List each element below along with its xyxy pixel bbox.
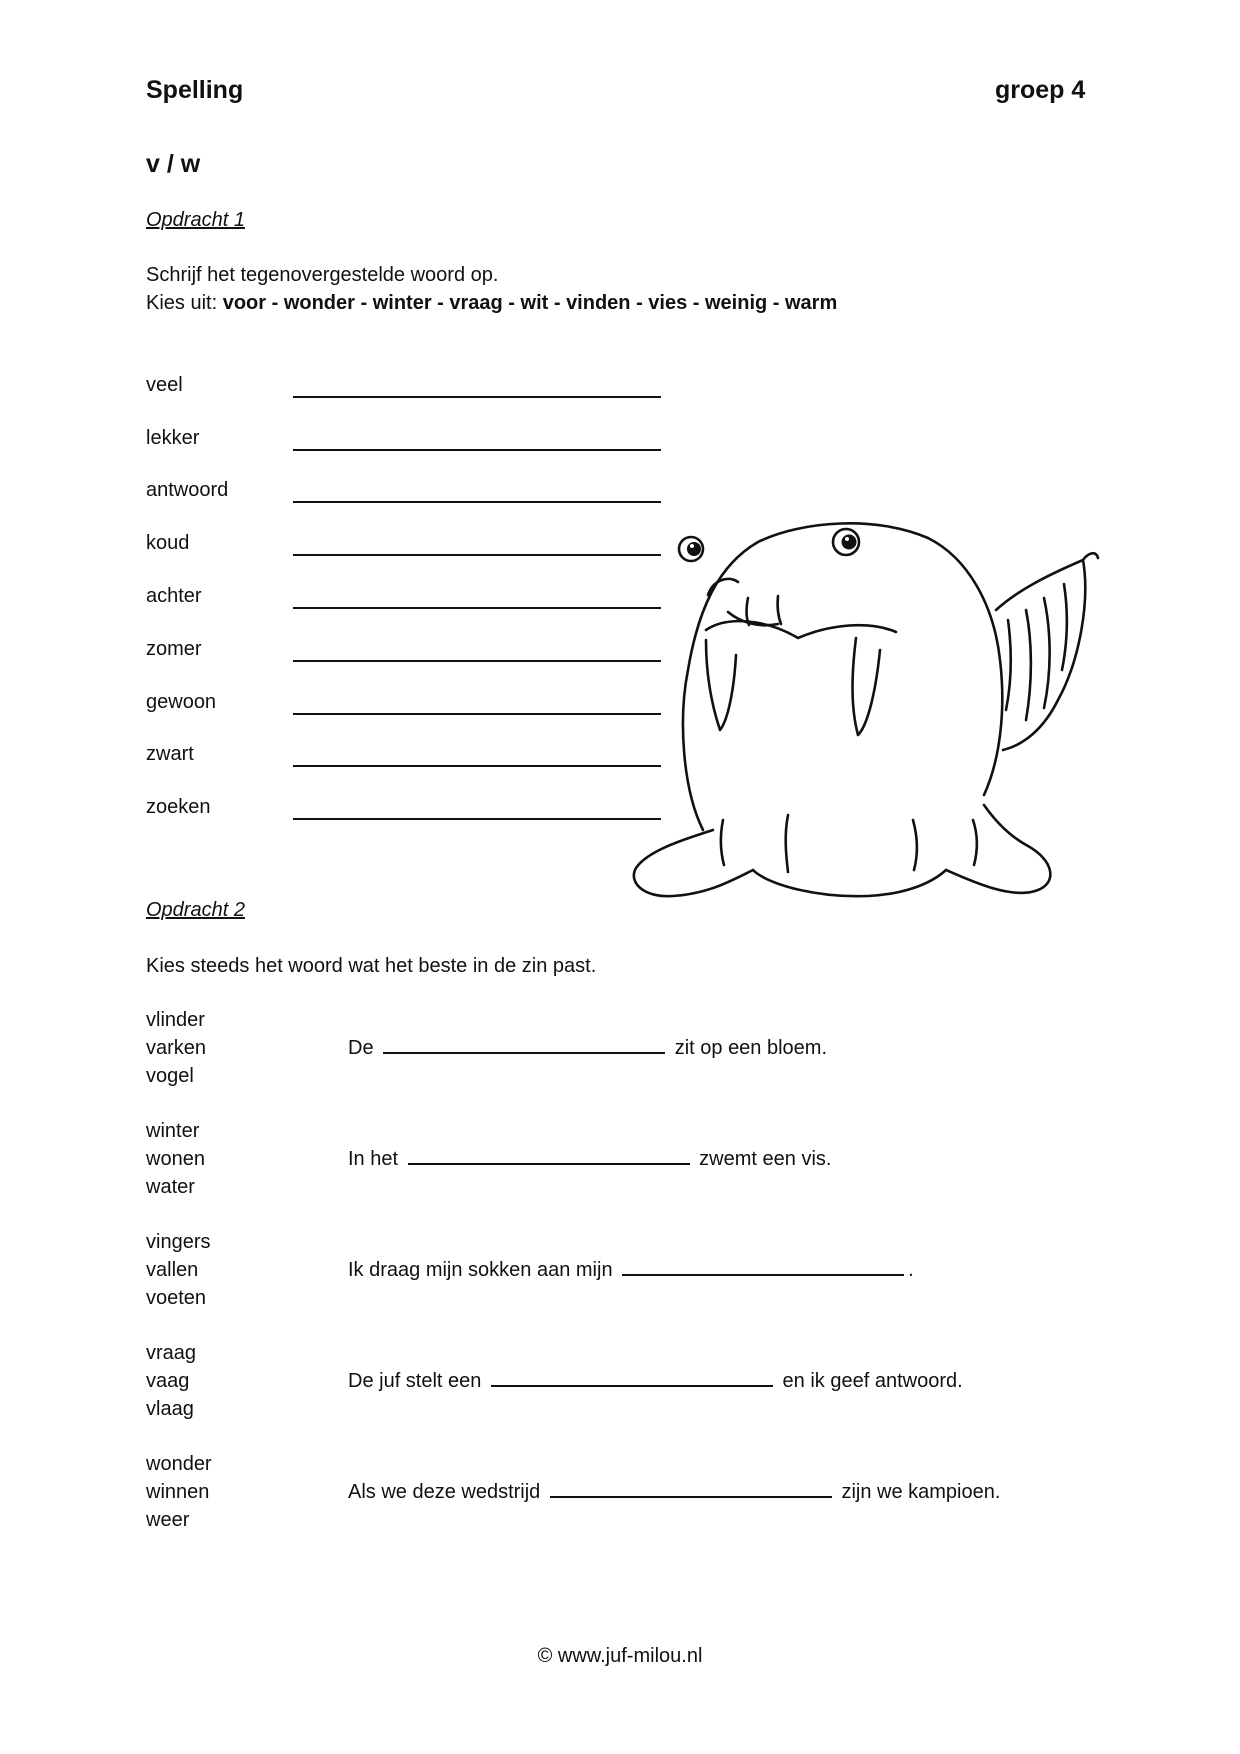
word-option: vingers xyxy=(146,1231,211,1253)
word-options xyxy=(146,1006,206,1090)
answer-line[interactable] xyxy=(293,660,661,662)
word-option: varken xyxy=(146,1037,207,1059)
word-options xyxy=(146,1117,205,1201)
answer-row xyxy=(146,532,706,564)
choices-list: voor - wonder - winter - vraag - wit - vinden - vies - weinig - warm xyxy=(222,292,838,314)
word-option: voeten xyxy=(146,1287,207,1309)
answer-blank[interactable] xyxy=(383,1036,665,1054)
answer-row xyxy=(146,743,706,775)
word-label: veel xyxy=(146,374,183,396)
page-title: v / w xyxy=(146,150,201,178)
word-label: koud xyxy=(146,532,190,554)
word-option: vaag xyxy=(146,1370,190,1392)
answer-line[interactable] xyxy=(293,396,661,398)
word-option: wonder xyxy=(146,1453,212,1475)
word-label: zwart xyxy=(146,743,194,765)
answer-line[interactable] xyxy=(293,713,661,715)
word-label: lekker xyxy=(146,427,200,449)
answer-row xyxy=(146,427,706,459)
opdracht2-label: Opdracht 2 xyxy=(146,899,245,921)
sentence-before: Ik draag mijn sokken aan mijn xyxy=(348,1259,613,1281)
word-option: wonen xyxy=(146,1148,205,1170)
word-option: vallen xyxy=(146,1259,199,1281)
answer-line[interactable] xyxy=(293,607,661,609)
sentence-after: zwemt een vis. xyxy=(699,1148,832,1170)
answer-row xyxy=(146,638,706,670)
sentence-after: zijn we kampioen. xyxy=(841,1481,1001,1503)
sentence-before: De juf stelt een xyxy=(348,1370,482,1392)
word-label: zoeken xyxy=(146,796,211,818)
choices-prefix: Kies uit: xyxy=(146,292,223,314)
opdracht1-label: Opdracht 1 xyxy=(146,209,245,231)
answer-row xyxy=(146,691,706,723)
subject-title: Spelling xyxy=(146,76,244,104)
sentence-before: In het xyxy=(348,1148,399,1170)
word-options xyxy=(146,1228,210,1312)
answer-line[interactable] xyxy=(293,818,661,820)
word-option: vraag xyxy=(146,1342,197,1364)
opdracht1-choices xyxy=(146,289,837,317)
word-label: gewoon xyxy=(146,691,217,713)
word-option: vogel xyxy=(146,1065,194,1087)
walrus-illustration xyxy=(628,520,1128,920)
answer-row xyxy=(146,796,706,828)
answer-blank[interactable] xyxy=(622,1258,904,1276)
sentence-after: en ik geef antwoord. xyxy=(782,1370,963,1392)
word-options xyxy=(146,1339,196,1423)
sentence-after: . xyxy=(908,1259,914,1281)
answer-line[interactable] xyxy=(293,501,661,503)
word-option: vlaag xyxy=(146,1398,194,1420)
answer-row xyxy=(146,374,706,406)
answer-line[interactable] xyxy=(293,449,661,451)
sentence xyxy=(348,1034,827,1062)
answer-line[interactable] xyxy=(293,554,661,556)
answer-blank[interactable] xyxy=(408,1147,690,1165)
opdracht2-instruction: Kies steeds het woord wat het beste in de zin past. xyxy=(146,955,597,977)
word-label: antwoord xyxy=(146,479,229,501)
word-options xyxy=(146,1450,212,1534)
answer-blank[interactable] xyxy=(550,1480,832,1498)
word-label: zomer xyxy=(146,638,202,660)
grade-label: groep 4 xyxy=(995,76,1086,104)
sentence-before: De xyxy=(348,1037,374,1059)
answer-blank[interactable] xyxy=(491,1369,773,1387)
word-option: weer xyxy=(146,1509,190,1531)
word-option: water xyxy=(146,1176,195,1198)
answer-row xyxy=(146,479,706,511)
word-option: winter xyxy=(146,1120,200,1142)
word-option: vlinder xyxy=(146,1009,205,1031)
sentence xyxy=(348,1256,914,1284)
sentence xyxy=(348,1145,831,1173)
answer-row xyxy=(146,585,706,617)
footer-copyright: © www.juf-milou.nl xyxy=(537,1645,703,1667)
sentence xyxy=(348,1367,963,1395)
answer-line[interactable] xyxy=(293,765,661,767)
word-option: winnen xyxy=(146,1481,210,1503)
sentence xyxy=(348,1478,1000,1506)
sentence-before: Als we deze wedstrijd xyxy=(348,1481,541,1503)
sentence-after: zit op een bloem. xyxy=(674,1037,828,1059)
word-label: achter xyxy=(146,585,202,607)
opdracht1-instruction: Schrijf het tegenovergestelde woord op. xyxy=(146,264,499,286)
